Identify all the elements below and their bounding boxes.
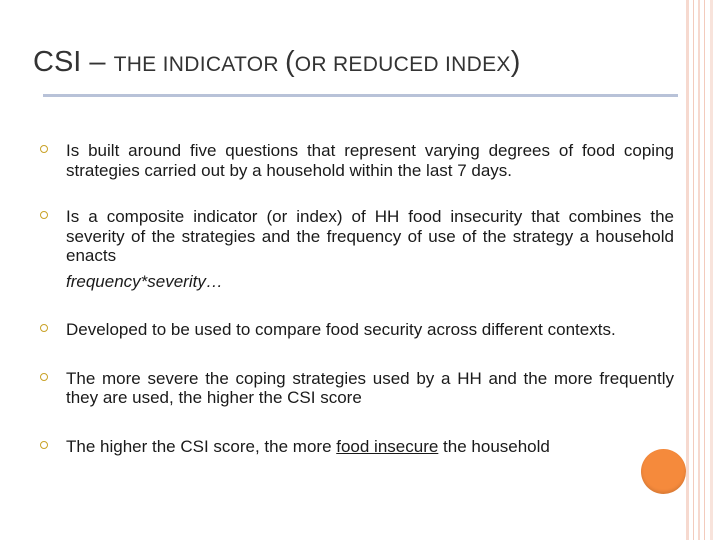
bullet-item (40, 320, 674, 340)
decorative-stripe (686, 0, 689, 540)
bullet-ring-icon (40, 145, 48, 153)
bullet-text-post: the household (438, 436, 550, 456)
bullet-text-underlined: food insecure (336, 436, 439, 456)
orange-circle-decoration (641, 449, 686, 494)
title-paren-close: ) (510, 46, 521, 78)
slide-title (33, 42, 520, 79)
bullet-text: Developed to be used to compare food security across different contexts. (66, 320, 616, 339)
bullet-item (40, 207, 674, 291)
decorative-stripe (710, 0, 713, 540)
bullet-list (40, 141, 674, 456)
title-underline-rule (43, 94, 678, 97)
decorative-stripe (698, 0, 700, 540)
bullet-ring-icon (40, 324, 48, 332)
bullet-item (40, 369, 674, 408)
title-word-indicator: THE INDICATOR (113, 53, 286, 76)
bullet-ring-icon (40, 373, 48, 381)
title-paren-open: ( (285, 46, 295, 78)
title-prefix: CSI – (33, 46, 114, 78)
bullet-ring-icon (40, 211, 48, 219)
bullet-text-pre: The higher the CSI score, the more (66, 436, 337, 456)
bullet-item (40, 141, 674, 180)
title-word-reduced-index: OR REDUCED INDEX (294, 53, 511, 76)
decorative-stripe (704, 0, 705, 540)
bullet-item (40, 437, 674, 457)
bullet-emphasis-formula: frequency*severity… (66, 271, 223, 291)
decorative-stripe (693, 0, 694, 540)
bullet-text: The more severe the coping strategies used by a HH and the more frequently they are used, the higher the CSI score (66, 368, 674, 407)
bullet-text: Is built around five questions that represent varying degrees of food coping strategies carried out by a household within the last 7 days. (66, 141, 674, 180)
bullet-ring-icon (40, 441, 48, 449)
bullet-text: Is a composite indicator (or index) of HH food insecurity that combines the severity of the strategies and the frequency of use of the strategy a household enacts (66, 207, 674, 265)
